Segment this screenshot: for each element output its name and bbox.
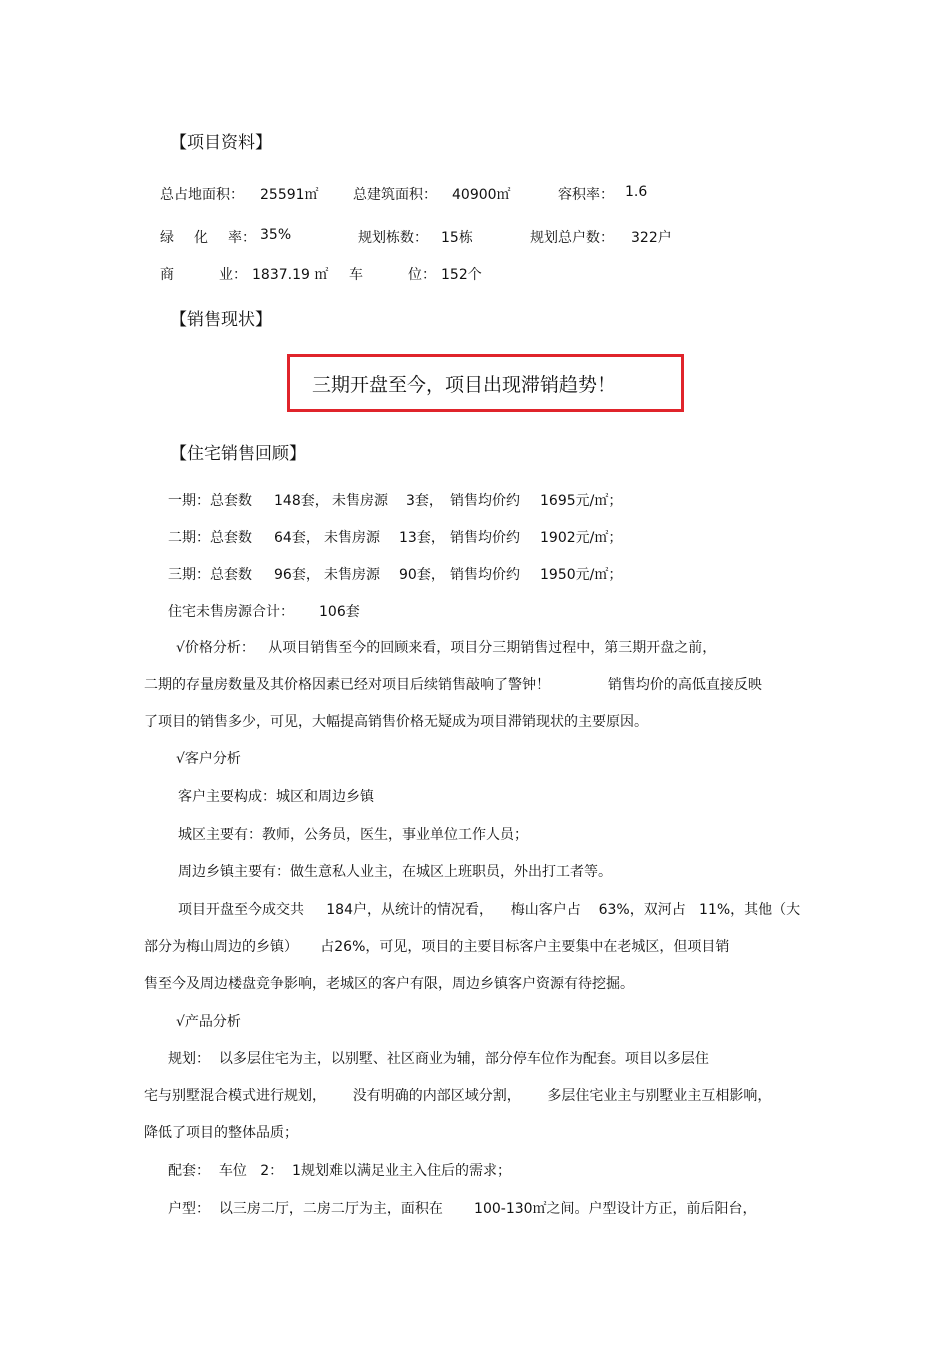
callout-text: 三期开盘至今，项目出现滞销趋势！ — [312, 373, 617, 396]
phase-label: 二期：总套数 — [168, 530, 252, 546]
phase-price-label: 销售均价约 — [450, 530, 520, 546]
household-count-value: 322户 — [631, 230, 672, 246]
commercial-char-2: 业： — [219, 267, 247, 283]
sales-status-heading: 【销售现状】 — [170, 310, 272, 330]
phase-unsold-label: 未售房源 — [324, 567, 380, 583]
green-rate-char-1: 绿 — [160, 230, 174, 246]
building-area-label: 总建筑面积： — [353, 187, 437, 203]
building-count-label: 规划栋数： — [358, 230, 428, 246]
unit-type-line: 户型： 以三房二厅，二房二厅为主，面积在 100-130㎡之间。户型设计方正，前后阳台， — [168, 1201, 757, 1217]
phase-price: 1695元/㎡； — [540, 493, 623, 509]
residential-review-heading: 【住宅销售回顾】 — [170, 444, 306, 464]
phase-label: 一期：总套数 — [168, 493, 252, 509]
parking-char-2: 位： — [408, 267, 436, 283]
township-customers: 周边乡镇主要有：做生意私人业主，在城区上班职员，外出打工者等。 — [178, 864, 612, 880]
facilities-line: 配套： 车位 2： 1规划难以满足业主入住后的需求； — [168, 1163, 511, 1179]
green-rate-char-3: 率： — [228, 230, 256, 246]
deal-stats-line-1: 项目开盘至今成交共 184户，从统计的情况看， 梅山客户占 63%，双河占 11%，其他（大 — [178, 902, 801, 918]
building-area-value: 40900㎡ — [452, 187, 511, 203]
plot-ratio-value: 1.6 — [625, 184, 648, 200]
phase-unsold: 3套， — [406, 493, 443, 509]
phase-price-label: 销售均价约 — [450, 567, 520, 583]
parking-char-1: 车 — [349, 267, 363, 283]
phase-price: 1902元/㎡； — [540, 530, 623, 546]
phase-total: 64套， — [274, 530, 320, 546]
planning-line-3: 降低了项目的整体品质； — [144, 1125, 298, 1141]
phase-label: 三期：总套数 — [168, 567, 252, 583]
phase-unsold-label: 未售房源 — [324, 530, 380, 546]
phase-unsold: 90套， — [399, 567, 445, 583]
product-analysis-heading: √产品分析 — [176, 1014, 241, 1030]
land-area-value: 25591㎡ — [260, 187, 319, 203]
land-area-label: 总占地面积： — [160, 187, 244, 203]
building-count-value: 15栋 — [441, 230, 473, 246]
total-unsold-label: 住宅未售房源合计： — [168, 604, 294, 620]
phase-unsold-label: 未售房源 — [332, 493, 388, 509]
price-analysis-line-1: √价格分析： 从项目销售至今的回顾来看，项目分三期销售过程中，第三期开盘之前， — [176, 640, 717, 656]
parking-value: 152个 — [441, 267, 482, 283]
total-unsold-value: 106套 — [319, 604, 360, 620]
project-info-heading: 【项目资料】 — [170, 133, 272, 153]
household-count-label: 规划总户数： — [530, 230, 614, 246]
green-rate-value: 35% — [260, 227, 292, 243]
price-analysis-line-3: 了项目的销售多少，可见，大幅提高销售价格无疑成为项目滞销现状的主要原因。 — [144, 714, 648, 730]
deal-stats-line-3: 售至今及周边楼盘竞争影响，老城区的客户有限，周边乡镇客户资源有待挖掘。 — [144, 976, 634, 992]
plot-ratio-label: 容积率： — [558, 187, 614, 203]
phase-price-label: 销售均价约 — [450, 493, 520, 509]
customer-analysis-heading: √客户分析 — [176, 751, 241, 767]
commercial-char-1: 商 — [160, 267, 174, 283]
planning-line-2: 宅与别墅混合模式进行规划， 没有明确的内部区域分割， 多层住宅业主与别墅业主互相影响， — [144, 1088, 772, 1104]
phase-unsold: 13套， — [399, 530, 445, 546]
green-rate-char-2: 化 — [194, 230, 208, 246]
commercial-value: 1837.19 ㎡ — [252, 267, 329, 283]
phase-total: 148套， — [274, 493, 329, 509]
deal-stats-line-2: 部分为梅山周边的乡镇） 占26%，可见，项目的主要目标客户主要集中在老城区，但项目销 — [144, 939, 730, 955]
customer-composition: 客户主要构成：城区和周边乡镇 — [178, 789, 374, 805]
sales-status-callout — [287, 354, 684, 412]
price-analysis-line-2: 二期的存量房数量及其价格因素已经对项目后续销售敲响了警钟！ 销售均价的高低直接反映 — [144, 677, 762, 693]
phase-total: 96套， — [274, 567, 320, 583]
phase-price: 1950元/㎡； — [540, 567, 623, 583]
planning-line-1: 规划： 以多层住宅为主，以别墅、社区商业为辅，部分停车位作为配套。项目以多层住 — [168, 1051, 709, 1067]
urban-customers: 城区主要有：教师，公务员，医生，事业单位工作人员； — [178, 827, 528, 843]
